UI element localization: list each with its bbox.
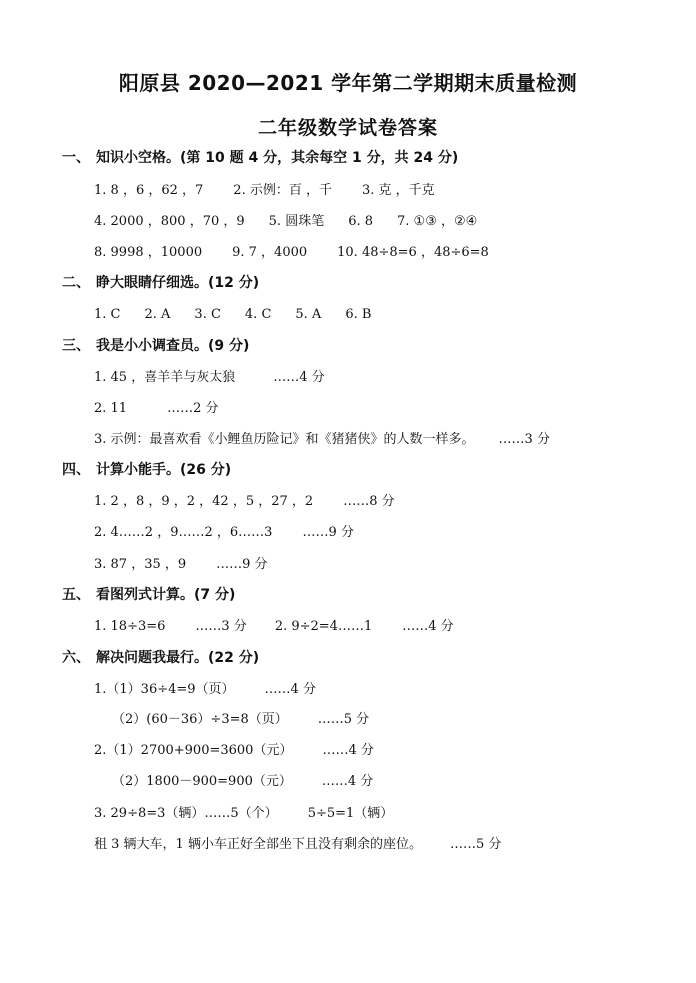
score-note: ……5 分 (449, 837, 502, 852)
page-subtitle: 二年级数学试卷答案 (257, 117, 438, 139)
section-heading: 看图列式计算。(7 分) (96, 587, 236, 603)
section-3-header (62, 337, 249, 355)
score-note: ……5 分 (317, 712, 370, 727)
score-note: ……4 分 (273, 370, 325, 385)
answer-item: 1. C (94, 307, 121, 322)
answer-row (94, 213, 477, 231)
section-heading: 我是小小调查员。(9 分) (96, 338, 250, 354)
answer-item: 9. 7 ，4000 (232, 245, 308, 260)
answer-item: 2. 9÷2=4……1 (274, 619, 373, 634)
score-note: ……9 分 (216, 557, 268, 572)
answer-item: 4. C (244, 307, 272, 322)
answer-item: 6. B (345, 307, 372, 322)
answer-row (112, 773, 373, 791)
section-number: 六、 (62, 650, 90, 666)
section-4-header (62, 461, 231, 479)
answer-item: 7. ①③ ，②④ (397, 214, 478, 229)
section-number: 三、 (62, 338, 90, 354)
answer-item: 5. A (295, 307, 322, 322)
answer-item: 1. 8 ，6 ，62 ，7 (94, 183, 204, 198)
section-number: 一、 (62, 150, 90, 166)
answer-item: 3. C (194, 307, 221, 322)
answer-row (94, 556, 268, 574)
section-heading: 睁大眼睛仔细选。(12 分) (96, 275, 260, 291)
answer-row (94, 431, 550, 449)
score-note: ……4 分 (321, 774, 374, 789)
answer-row (94, 369, 325, 387)
answer-row (94, 618, 454, 636)
answer-item: 3. 示例：最喜欢看《小鲤鱼历险记》和《猪猪侠》的人数一样多。 (94, 432, 475, 447)
answer-row (94, 182, 435, 200)
score-note: ……4 分 (322, 743, 374, 758)
answer-item: （2）(60－36）÷3=8（页） (112, 712, 288, 727)
answer-item: （2）1800－900=900（元） (112, 774, 292, 789)
answer-item: 2. A (144, 307, 171, 322)
answer-row (112, 711, 369, 729)
section-2-header (62, 274, 259, 292)
answer-row (94, 400, 218, 418)
section-number: 四、 (62, 462, 90, 478)
answer-item: 6. 8 (348, 214, 374, 229)
answer-item: 5÷5=1（辆） (307, 806, 394, 821)
answer-item: 1. 45 ，喜羊羊与灰太狼 (94, 370, 236, 385)
section-5-header (62, 586, 235, 604)
answer-item: 10. 48÷8=6 ，48÷6=8 (337, 245, 489, 260)
answer-row (94, 742, 374, 760)
answer-row (94, 524, 354, 542)
section-1-header (62, 149, 458, 167)
answer-row (94, 306, 371, 324)
score-note: ……3 分 (195, 619, 247, 634)
section-heading: 解决问题我最行。(22 分) (96, 650, 260, 666)
answer-item: 3. 克 ，千克 (361, 183, 435, 198)
score-note: ……4 分 (402, 619, 454, 634)
answer-item: 8. 9998 ，10000 (94, 245, 203, 260)
score-note: ……8 分 (343, 494, 395, 509)
score-note: ……2 分 (167, 401, 219, 416)
answer-row (94, 836, 501, 854)
section-heading: 知识小空格。(第 10 题 4 分，其余每空 1 分，共 24 分) (96, 150, 459, 166)
answer-item: 4. 2000 ，800 ，70 ，9 (94, 214, 245, 229)
answer-item: 2. 11 (94, 401, 128, 416)
score-note: ……3 分 (498, 432, 550, 447)
answer-row (94, 805, 393, 823)
answer-row (94, 681, 316, 699)
score-note: ……4 分 (264, 682, 316, 697)
answer-item: 1. 2 ，8 ，9 ，2 ，42 ，5 ，27 ，2 (94, 494, 314, 509)
answer-item: 2. 4……2 ，9……2 ，6……3 (94, 525, 273, 540)
score-note: ……9 分 (302, 525, 354, 540)
answer-item: 2. 示例：百 ，千 (233, 183, 332, 198)
answer-item: 3. 29÷8=3（辆）……5（个） (94, 806, 278, 821)
section-number: 五、 (62, 587, 90, 603)
answer-item: 2.（1）2700+900=3600（元） (94, 743, 293, 758)
answer-row (94, 493, 395, 511)
answer-item: 租 3 辆大车，1 辆小车正好全部坐下且没有剩余的座位。 (94, 837, 422, 852)
answer-item: 3. 87 ，35 ，9 (94, 557, 187, 572)
answer-item: 5. 圆珠笔 (268, 214, 325, 229)
answer-item: 1.（1）36÷4=9（页） (94, 682, 235, 697)
answer-item: 1. 18÷3=6 (94, 619, 166, 634)
section-6-header (62, 649, 259, 667)
answer-row (94, 244, 489, 262)
section-number: 二、 (62, 275, 90, 291)
section-heading: 计算小能手。(26 分) (96, 462, 232, 478)
page-title: 阳原县 2020—2021 学年第二学期期末质量检测 (118, 71, 578, 95)
